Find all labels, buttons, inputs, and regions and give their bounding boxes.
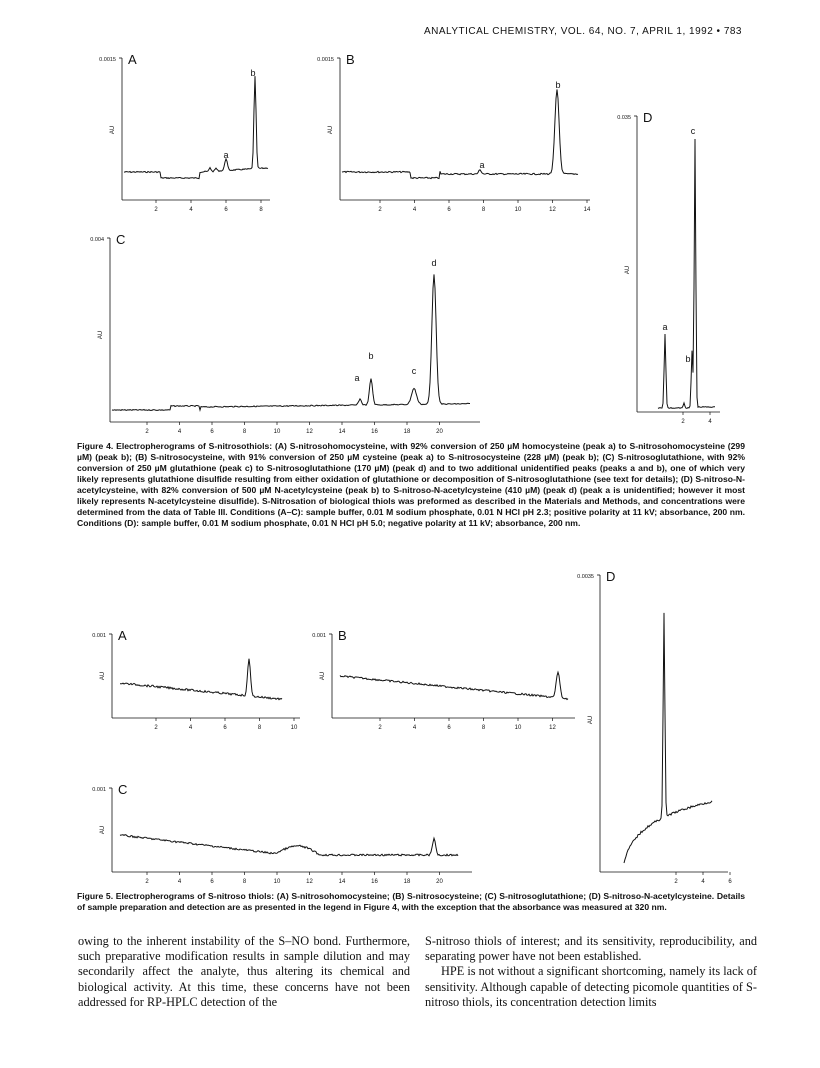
x-tick-label: 8 <box>257 725 262 731</box>
peak-label-b: b <box>685 354 691 364</box>
x-tick-label: 14 <box>338 879 346 885</box>
x-tick-label: 6 <box>210 429 214 435</box>
body-column-left <box>78 934 410 1010</box>
x-tick-label: 2 <box>154 207 158 213</box>
chromatogram-trace <box>112 274 470 410</box>
figure-5-panel-b <box>312 628 575 731</box>
x-tick-label: 4 <box>412 207 417 213</box>
x-tick-label: 10 <box>514 207 522 213</box>
y-axis-top-value: 0.001 <box>92 633 106 639</box>
chromatogram-trace <box>120 835 458 856</box>
x-tick-label: 2 <box>378 725 382 731</box>
x-tick-label: 14 <box>338 429 346 435</box>
x-tick-label: 12 <box>306 429 313 435</box>
figure-5-caption-text: Electropherograms of S-nitroso thiols: (A) S-nitrosohomocysteine; (B) S-nitrosocysteine; (C) S-nitrosoglutathione; (D) S-nitroso-N-acetylcysteine. Details of sample preparation and detection are as presented in the legend in Figure 4, with the exception that the absorbance was measured at 320 nm. <box>77 891 746 912</box>
x-tick-label: 10 <box>514 725 522 731</box>
y-axis-top-value: 0.035 <box>617 115 631 121</box>
y-axis-top-value: 0.001 <box>92 787 106 793</box>
x-tick-label: 16 <box>371 879 378 885</box>
y-axis-label: AU <box>110 125 116 135</box>
x-tick-label: 2 <box>378 207 382 213</box>
peak-label-a: a <box>354 373 360 383</box>
x-tick-label: 4 <box>708 419 712 425</box>
peak-label-a: a <box>223 150 229 160</box>
figure-4-caption-lead: Figure 4. <box>77 441 114 451</box>
chromatogram-trace <box>624 613 712 863</box>
x-tick-label: 8 <box>481 725 486 731</box>
x-tick-label: 20 <box>436 879 443 885</box>
panel-label: D <box>643 110 653 125</box>
x-tick-label: 8 <box>259 207 263 213</box>
chromatogram-trace <box>340 672 568 699</box>
x-tick-label: 10 <box>273 429 281 435</box>
figure-5-caption <box>77 891 745 913</box>
y-axis-top-value: 0.0035 <box>577 574 594 580</box>
y-axis-top-value: 0.0015 <box>317 57 334 63</box>
figure-5-caption-lead: Figure 5. <box>77 891 114 901</box>
x-tick-label: 10 <box>290 725 298 731</box>
peak-label-a: a <box>662 322 668 332</box>
figure-4-panel-c <box>90 232 480 435</box>
x-tick-label: 6 <box>728 879 732 885</box>
x-tick-label: 2 <box>145 429 149 435</box>
y-axis-label: AU <box>328 125 334 135</box>
peak-label-a: a <box>479 160 485 170</box>
x-tick-label: 6 <box>210 879 214 885</box>
figure-4 <box>90 52 720 435</box>
x-tick-label: 20 <box>436 429 443 435</box>
x-tick-label: 6 <box>223 725 227 731</box>
x-tick-label: 6 <box>224 207 228 213</box>
y-axis-top-value: 0.001 <box>312 633 326 639</box>
y-axis-label: AU <box>100 825 106 835</box>
x-tick-label: 2 <box>154 725 158 731</box>
x-tick-label: 6 <box>447 725 451 731</box>
running-header: ANALYTICAL CHEMISTRY, VOL. 64, NO. 7, APRIL 1, 1992 • 783 <box>423 26 742 37</box>
chromatogram-trace <box>658 139 715 408</box>
chromatogram-trace <box>342 89 578 178</box>
figure-5-panel-a <box>92 628 300 731</box>
x-tick-label: 4 <box>189 207 193 213</box>
chromatogram-trace <box>120 659 282 700</box>
peak-label-d: d <box>431 258 437 268</box>
panel-label: B <box>346 52 355 67</box>
x-tick-label: 2 <box>674 879 678 885</box>
y-axis-top-value: 0.0015 <box>99 57 116 63</box>
x-tick-label: 8 <box>242 879 247 885</box>
y-axis-label: AU <box>625 265 631 275</box>
figure-5-panel-c <box>92 782 472 885</box>
x-tick-label: 4 <box>188 725 193 731</box>
x-tick-label: 4 <box>412 725 417 731</box>
body-paragraph: S-nitroso thiols of interest; and its sensitivity, reproducibility, and separating power have not been established. <box>425 934 757 964</box>
x-tick-label: 16 <box>371 429 378 435</box>
panel-label: A <box>118 628 127 643</box>
body-column-right <box>425 934 757 1010</box>
x-tick-label: 2 <box>681 419 685 425</box>
body-paragraph: owing to the inherent instability of the S–NO bond. Furthermore, such preparative modification results in sample dilution and may secondarily affect the analyte, thus altering its chemical and biological activity. At this time, these concerns have not been addressed for RP-HPLC detection of the <box>78 934 410 1009</box>
peak-label-c: c <box>690 126 696 136</box>
x-tick-label: 8 <box>242 429 247 435</box>
x-tick-label: 14 <box>583 207 591 213</box>
figure-4-panel-a <box>99 52 270 213</box>
peak-label-b: b <box>555 80 561 90</box>
x-tick-label: 18 <box>403 879 411 885</box>
x-tick-label: 6 <box>447 207 451 213</box>
x-tick-label: 4 <box>177 429 182 435</box>
y-axis-label: AU <box>320 671 326 681</box>
x-tick-label: 4 <box>177 879 182 885</box>
panel-label: C <box>116 232 126 247</box>
peak-label-b: b <box>250 68 256 78</box>
figure-5 <box>92 569 732 885</box>
figure-4-panel-b <box>317 52 591 213</box>
y-axis-label: AU <box>98 330 104 340</box>
x-tick-label: 12 <box>549 725 556 731</box>
y-axis-label: AU <box>100 671 106 681</box>
y-axis-top-value: 0.004 <box>90 237 104 243</box>
x-tick-label: 18 <box>403 429 411 435</box>
figure-5-panel-d <box>577 569 732 885</box>
panel-label: B <box>338 628 347 643</box>
x-tick-label: 10 <box>273 879 281 885</box>
x-tick-label: 4 <box>701 879 705 885</box>
x-tick-label: 12 <box>306 879 313 885</box>
figure-4-panel-d <box>617 110 720 425</box>
y-axis-label: AU <box>588 715 594 725</box>
figure-4-caption-text: Electropherograms of S-nitrosothiols: (A) S-nitrosohomocysteine, with 92% conversion of 250 µM homocysteine (peak a) to S-nitrosohomocysteine (299 µM) (peak b); (B) S-nitrosocysteine, with 91% conversion of 250 µM cysteine (peak a) to S-nitrosocysteine (228 µM) (peak b); (C) S-nitrosoglutathione, with 92% conversion of 250 µM glutathione (peak c) to S-nitrosoglutathione (170 µM) (peak d) and to two additional unidentified peaks (peaks a and b), one of which very likely represents glutathione disulfide resulting from either oxidation of glutathione or decomposition of S-nitrosoglutathione (see text for details); (D) S-nitroso-N-acetylcysteine, with 82% conversion of 500 µM N-acetylcysteine (peak b) to S-nitroso-N-acetylcysteine (410 µM) (peak d) (peak a is unidentified; however it most likely represents N-acetylcysteine disulfide). S-Nitrosation of biological thiols was preformed as described in the Materials and Methods, and concentrations were determined from the data of Table III. Conditions (A–C): sample buffer, 0.01 M sodium phosphate, 0.01 N HCl pH 2.3; positive polarity at 11 kV; absorbance, 200 nm. Conditions (D): sample buffer, 0.01 M sodium phosphate, 0.01 N HCl pH 5.0; negative polarity at 11 kV; absorbance, 200 nm. <box>77 441 745 528</box>
panel-label: D <box>606 569 616 584</box>
x-tick-label: 12 <box>549 207 556 213</box>
peak-label-b: b <box>368 351 374 361</box>
panel-label: C <box>118 782 128 797</box>
x-tick-label: 2 <box>145 879 149 885</box>
panel-label: A <box>128 52 137 67</box>
x-tick-label: 8 <box>481 207 486 213</box>
peak-label-c: c <box>411 366 417 376</box>
figure-4-caption <box>77 441 745 529</box>
body-paragraph: HPE is not without a significant shortcoming, namely its lack of sensitivity. Although capable of detecting picomole quantities of S-nitroso thiols, its concentration detection limits <box>425 964 757 1009</box>
chromatogram-trace <box>124 76 268 179</box>
